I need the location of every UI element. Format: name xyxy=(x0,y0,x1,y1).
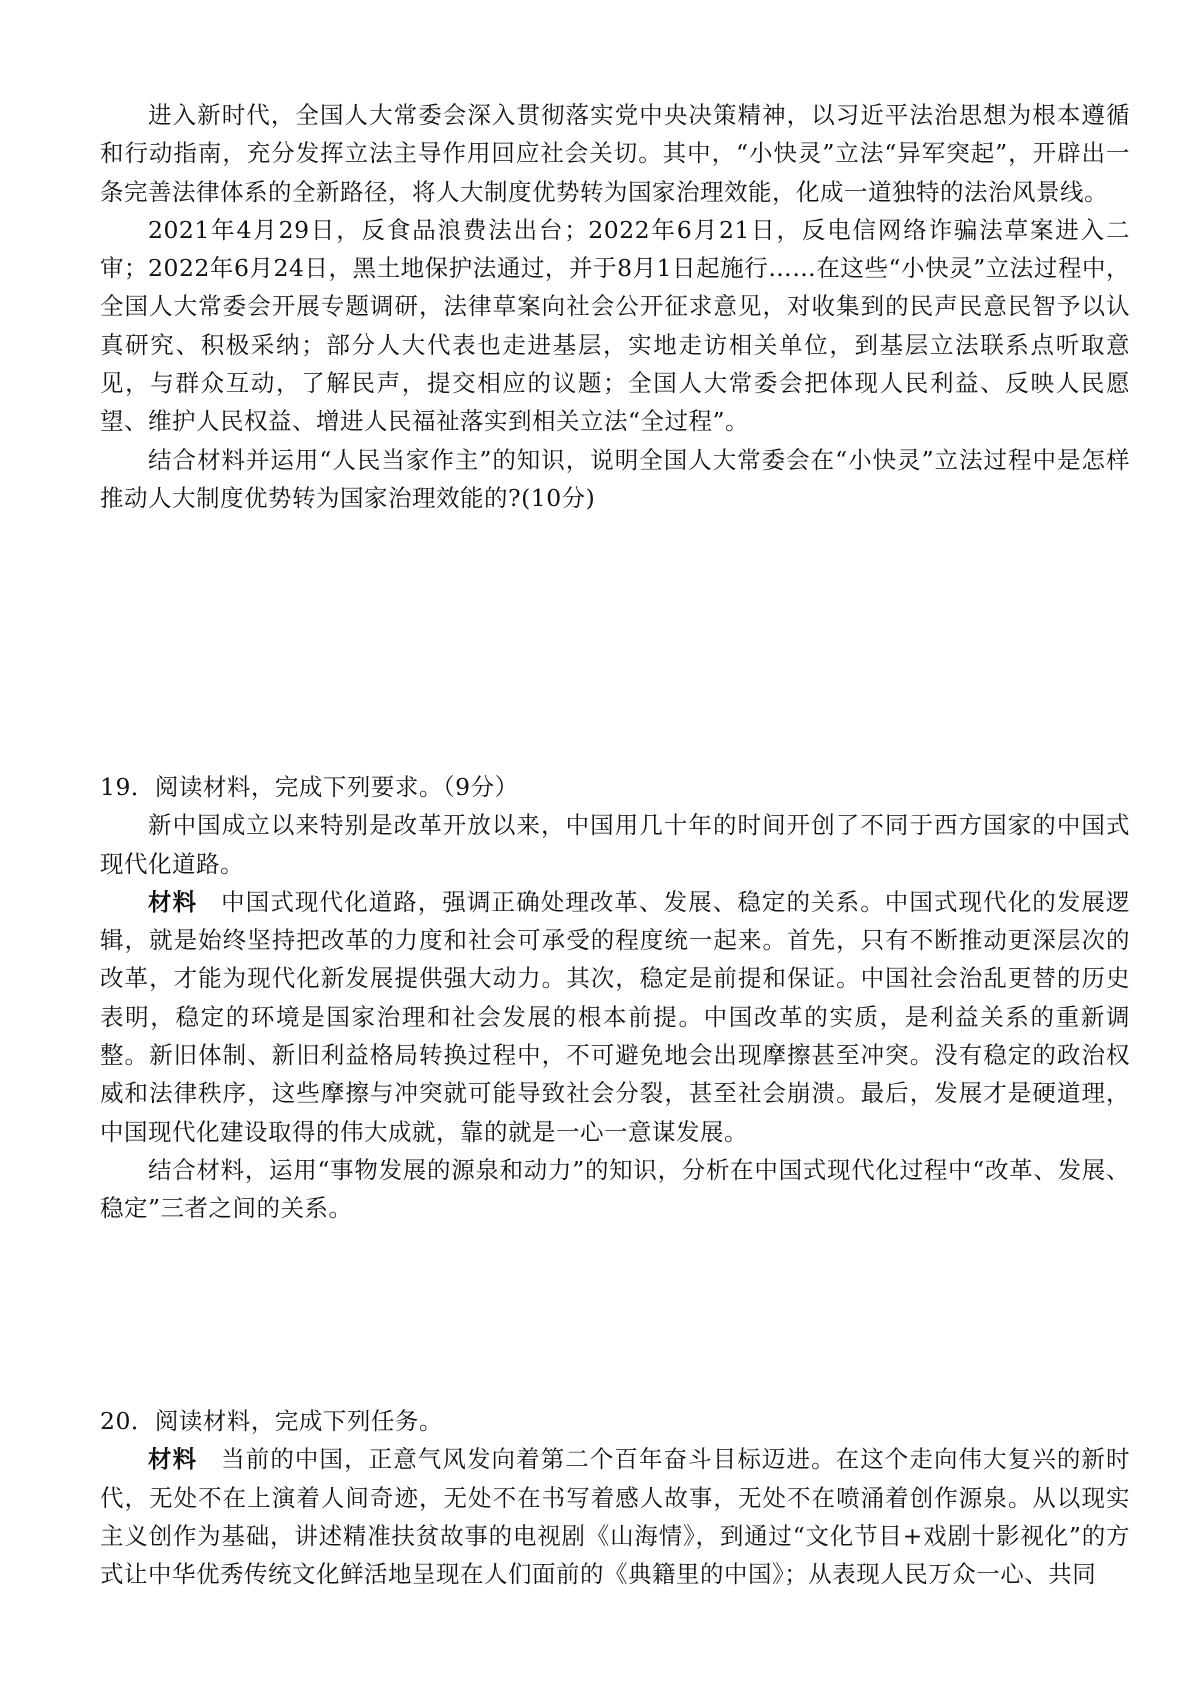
q20-material-label: 材料 xyxy=(148,1445,198,1474)
q19-intro: 新中国成立以来特别是改革开放以来，中国用几十年的时间开创了不同于西方国家的中国式现代化道路。 xyxy=(100,811,1130,878)
q20-material-text: 当前的中国，正意气风发向着第二个百年奋斗目标迈进。在这个走向伟大复兴的新时代，无处不在上演着人间奇迹，无处不在书写着感人故事，无处不在喷涌着创作源泉。从以现实主义创作为基础，讲述精准扶贫故事的电视剧《山海情》，到通过“文化节目+戏剧十影视化”的方式让中华优秀传统文化鲜活地呈现在人们面前的《典籍里的中国》；从表现人民万众一心、共同 xyxy=(100,1445,1131,1589)
question-20-section xyxy=(100,1402,1130,1593)
q19-question: 结合材料，运用“事物发展的源泉和动力”的知识，分析在中国式现代化过程中“改革、发展、稳定”三者之间的关系。 xyxy=(100,1155,1130,1223)
q18-question: 结合材料并运用“人民当家作主”的知识，说明全国人大常委会在“小快灵”立法过程中是怎样推动人大制度优势转为国家治理效能的?(10分) xyxy=(100,445,1130,512)
q19-material-label: 材料 xyxy=(148,887,198,916)
q19-material xyxy=(100,883,1130,1151)
q20-title: 20．阅读材料，完成下列任务。 xyxy=(100,1407,443,1435)
question-19-section xyxy=(100,768,1130,1228)
q19-material-text: 中国式现代化道路，强调正确处理改革、发展、稳定的关系。中国式现代化的发展逻辑，就是始终坚持把改革的力度和社会可承受的程度统一起来。首先，只有不断推动更深层次的改革，才能为现代化新发展提供强大动力。其次，稳定是前提和保证。中国社会治乱更替的历史表明，稳定的环境是国家治理和社会发展的根本前提。中国改革的实质，是利益关系的重新调整。新旧体制、新旧利益格局转换过程中，不可避免地会出现摩擦甚至冲突。没有稳定的政治权威和法律秩序，这些摩擦与冲突就可能导致社会分裂，甚至社会崩溃。最后，发展才是硬道理，中国现代化建设取得的伟大成就，靠的就是一心一意谋发展。 xyxy=(100,887,1131,1146)
q18-paragraph-2: 2021年4月29日，反食品浪费法出台；2022年6月21日，反电信网络诈骗法草案进入二审；2022年6月24日，黑土地保护法通过，并于8月1日起施行……在这些“小快灵”立法过程中，全国人大常委会开展专题调研，法律草案向社会公开征求意见，对收集到的民声民意民智予以认真研究、积极采纳；部分人大代表也走进基层，实地走访相关单位，到基层立法联系点听取意见，与群众互动，了解民声，提交相应的议题；全国人大常委会把体现人民利益、反映人民愿望、维护人民权益、增进人民福祉落实到相关立法“全过程”。 xyxy=(100,215,1130,436)
q19-title: 19．阅读材料，完成下列要求。（9分） xyxy=(100,773,519,801)
question-18-section xyxy=(100,96,1130,517)
q18-paragraph-1: 进入新时代，全国人大常委会深入贯彻落实党中央决策精神，以习近平法治思想为根本遵循和行动指南，充分发挥立法主导作用回应社会关切。其中，“小快灵”立法“异军突起”，开辟出一条完善法律体系的全新路径，将人大制度优势转为国家治理效能，化成一道独特的法治风景线。 xyxy=(100,101,1130,206)
q20-material xyxy=(100,1440,1130,1593)
